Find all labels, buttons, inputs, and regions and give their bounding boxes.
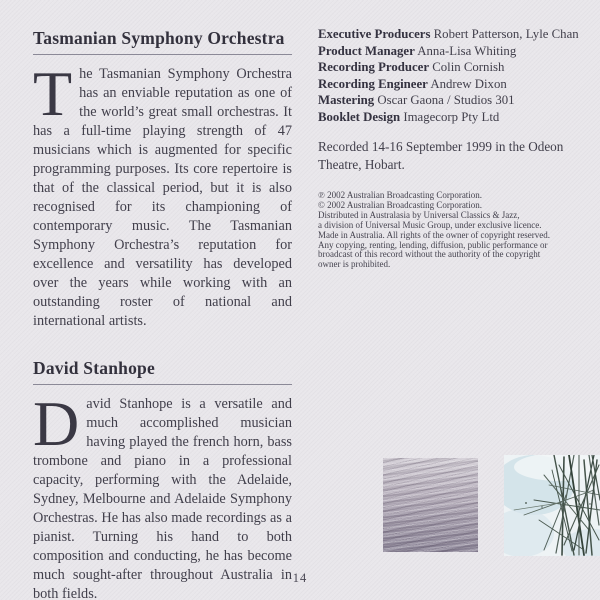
water-ripples-photo	[383, 458, 478, 552]
credit-label: Mastering	[318, 93, 375, 107]
credit-line	[318, 92, 580, 109]
legal-line: ℗ 2002 Australian Broadcasting Corporation.	[318, 190, 483, 200]
legal-block	[318, 191, 580, 270]
section-heading: Tasmanian Symphony Orchestra	[33, 28, 292, 55]
legal-line: © 2002 Australian Broadcasting Corporation.	[318, 199, 483, 210]
reeds-photo	[504, 455, 600, 556]
credit-value: Colin Cornish	[432, 60, 505, 74]
credit-label: Product Manager	[318, 43, 415, 58]
right-column	[318, 26, 580, 270]
legal-line: a division of Universal Music Group, under exclusive licence.	[318, 219, 542, 230]
paragraph-text: he Tasmanian Symphony Orchestra has an enviable reputation as one of the world’s great small orchestras. It has a full-time playing strength of 47 musicians which is augmented for specific programming purposes. Its core repertoire is that of the classical period, but it is also recognised for its championing of contemporary music. The Tasmanian Symphony Orchestra’s reputation for excellence and versatility has developed over the years while working with an outstanding roster of national and international artists.	[33, 66, 292, 329]
credit-line	[318, 76, 580, 93]
section-tasmanian-symphony-orchestra	[33, 28, 292, 331]
section-david-stanhope	[33, 358, 292, 600]
page-number: 14	[292, 571, 308, 585]
credit-label: Recording Engineer	[318, 76, 428, 91]
dropcap-letter: D	[33, 388, 80, 459]
credit-line	[318, 26, 580, 43]
left-column	[33, 28, 292, 600]
credit-line	[318, 43, 580, 60]
credit-line	[318, 59, 580, 76]
credit-value: Imagecorp Pty Ltd	[403, 109, 500, 124]
credit-value: Oscar Gaona / Studios 301	[377, 93, 515, 107]
credit-label: Booklet Design	[318, 109, 401, 124]
legal-line: Distributed in Australasia by Universal Classics & Jazz,	[318, 209, 520, 220]
credit-label: Executive Producers	[318, 27, 431, 41]
paragraph-text: avid Stanhope is a versatile and much accomplished musician having played the french horn, bass trombone and piano in a professional capacity, performing with the Adelaide, Sydney, Melbourne and Adelaide Symphony Orchestras. He has also made recordings as a pianist. Turning his hand to both composition and conducting, he has become much sought-after throughout Australia in both fields.	[33, 396, 292, 600]
credit-value: Anna-Lisa Whiting	[417, 43, 517, 58]
section-heading: David Stanhope	[33, 358, 292, 385]
legal-line: Made in Australia. All rights of the owner of copyright reserved.	[318, 229, 550, 240]
credit-line	[318, 109, 580, 126]
legal-line: Any copying, renting, lending, diffusion, public performance or	[318, 239, 548, 250]
reeds-illustration	[504, 455, 600, 556]
section-paragraph	[33, 388, 292, 600]
recorded-note: Recorded 14-16 September 1999 in the Odeon Theatre, Hobart.	[318, 139, 564, 172]
section-paragraph	[33, 58, 292, 331]
legal-line: broadcast of this record without the authority of the copyright	[318, 249, 541, 260]
credit-label: Recording Producer	[318, 60, 430, 74]
dropcap-letter: T	[33, 58, 73, 129]
credit-value: Andrew Dixon	[430, 76, 507, 91]
credit-value: Robert Patterson, Lyle Chan	[433, 27, 579, 41]
credits-block	[318, 26, 580, 125]
legal-line: owner is prohibited.	[318, 259, 391, 270]
